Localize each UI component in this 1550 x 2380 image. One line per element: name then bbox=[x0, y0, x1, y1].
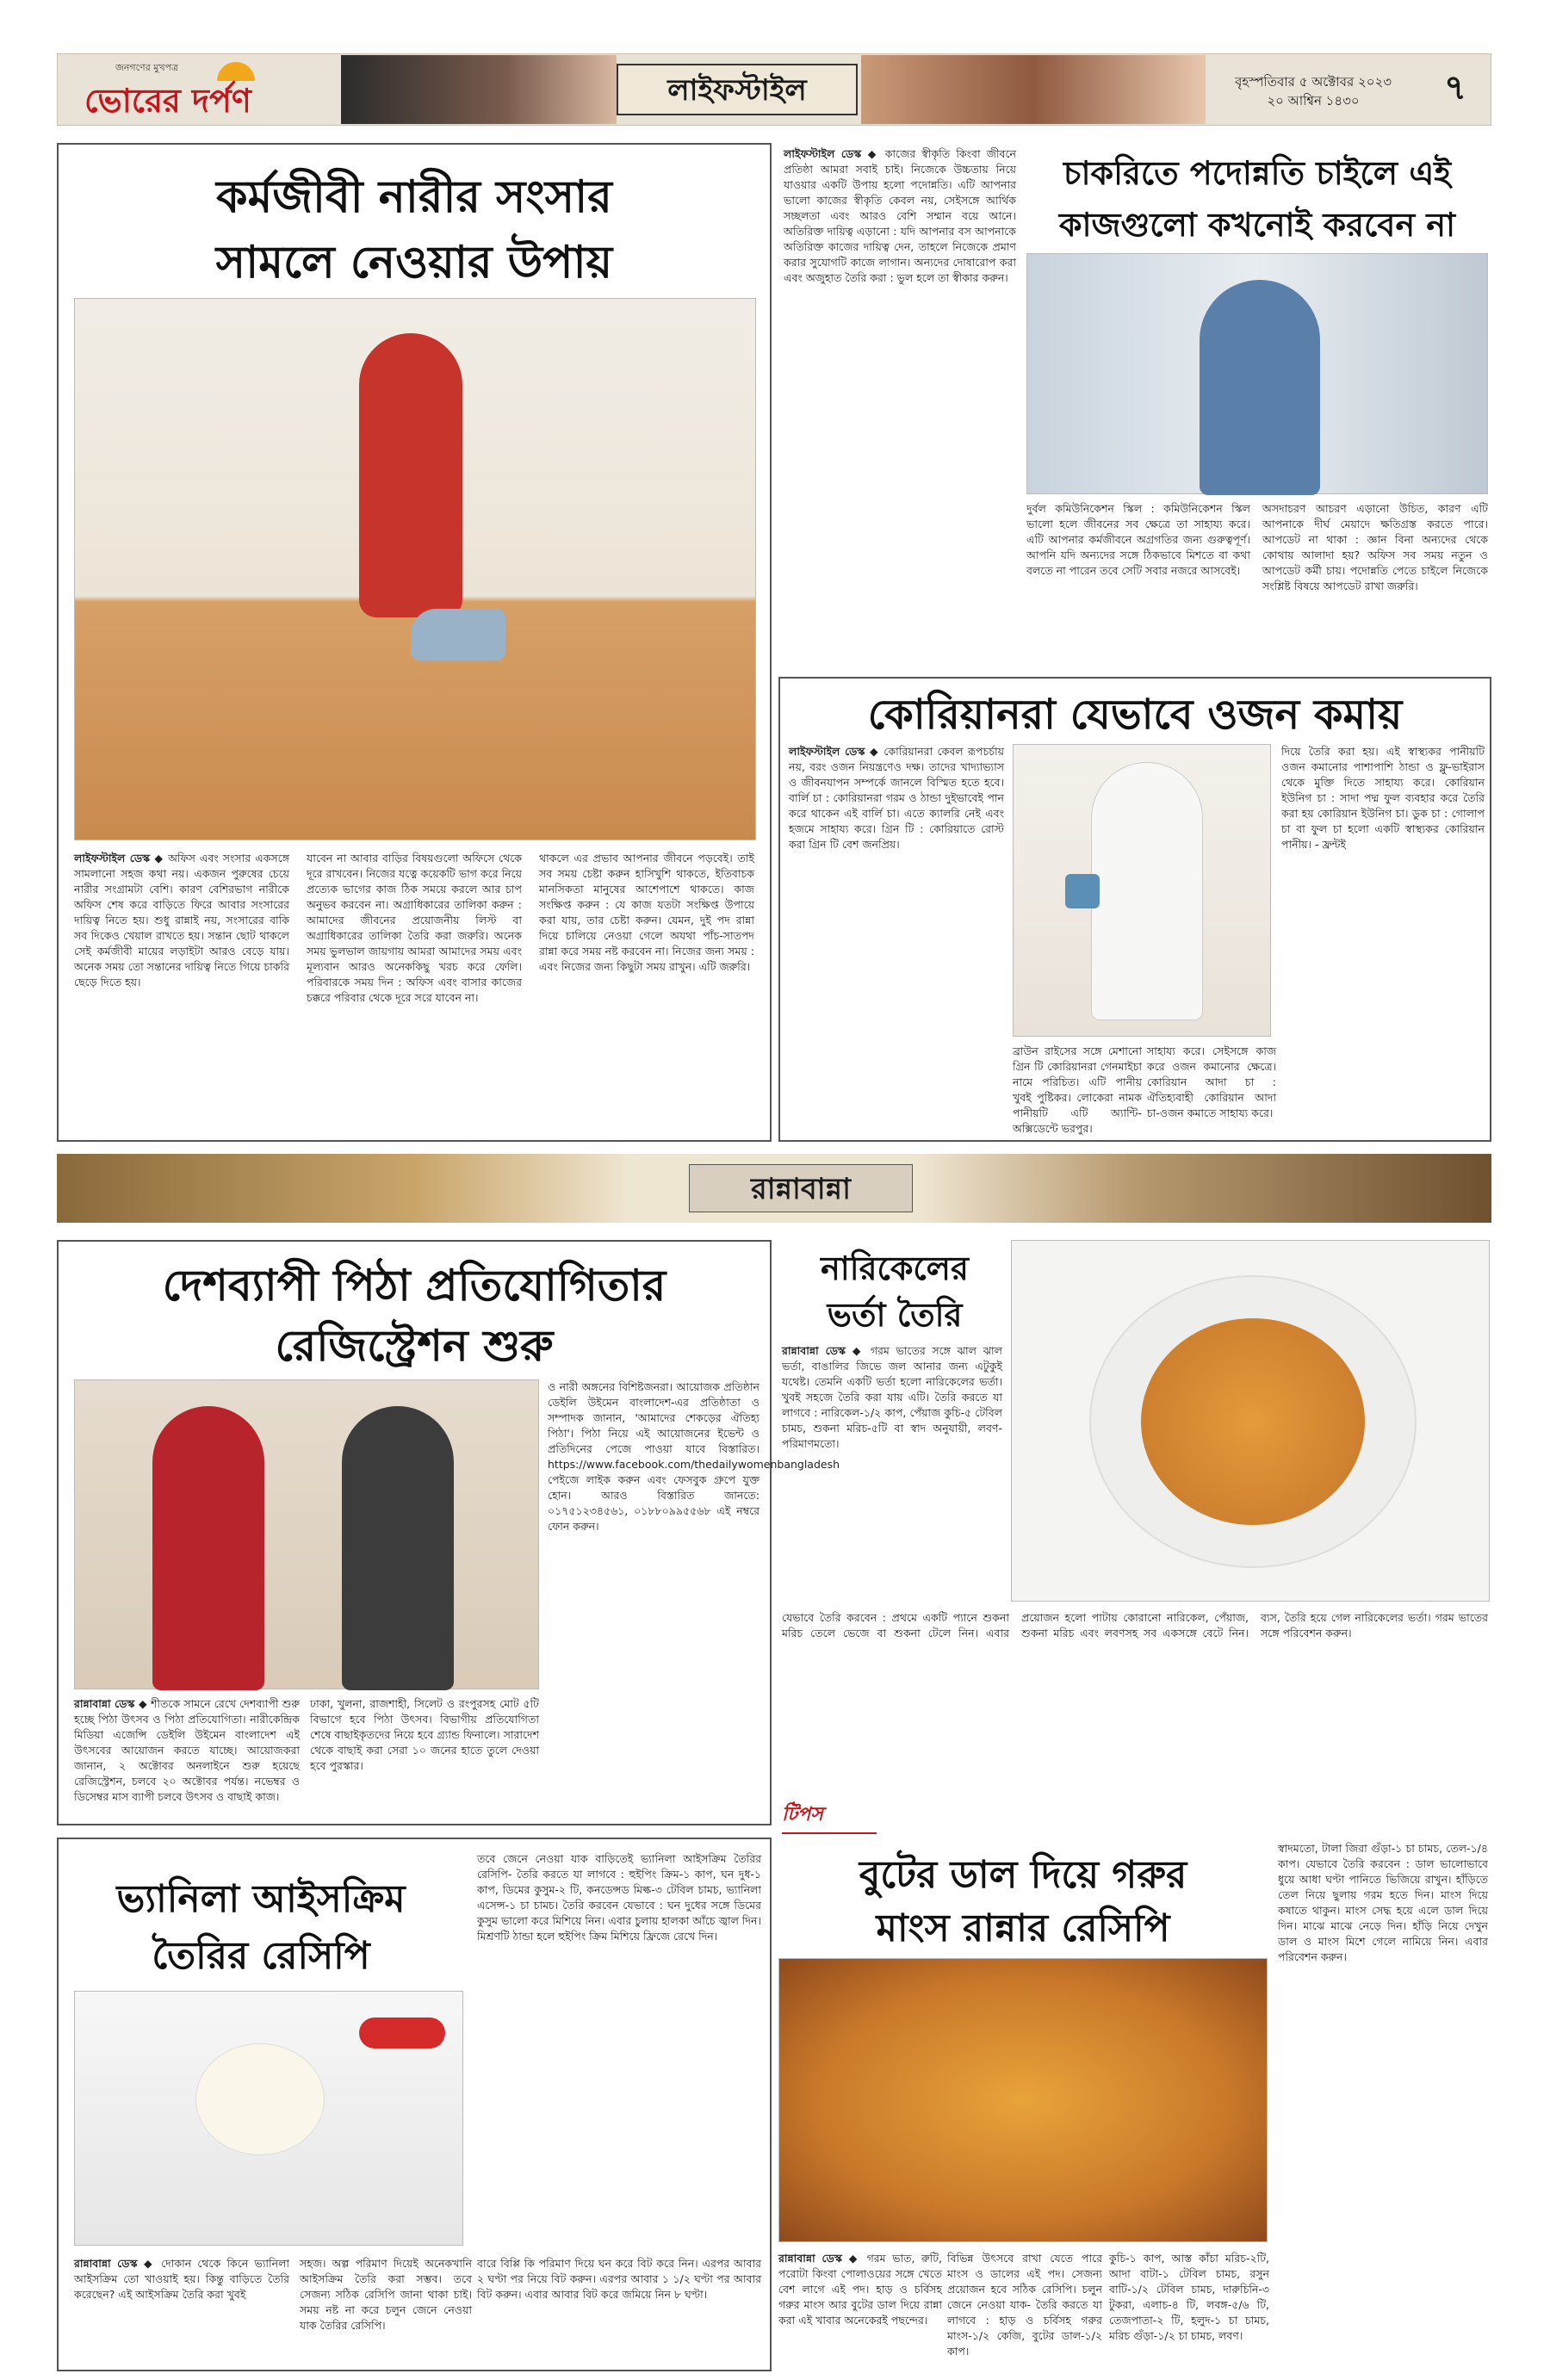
article-text-col-2: সহজ। অল্প পরিমাণ দিয়েই অনেকখানি আইসক্রিম তৈরি করা সম্ভব। তবে সেজন্য সঠিক রেসিপি জানা থাকা চাই। সময় নষ্ট না করে চলুন জেনে নেওয়া যাক তৈরির রেসিপি। bbox=[300, 2257, 472, 2332]
sunglasses-icon bbox=[359, 2017, 445, 2048]
date-line-2: ২০ আশ্বিন ১৪৩০ bbox=[1267, 93, 1360, 108]
dateline bbox=[1206, 72, 1421, 115]
article-headline-line-1: চাকরিতে পদোন্নতি চাইলে এই bbox=[1063, 153, 1452, 192]
article-photo-woman-ironing bbox=[74, 298, 756, 840]
woman-figure-left bbox=[152, 1406, 264, 1690]
article-byline: লাইফস্টাইল ডেস্ক ◆ bbox=[784, 147, 879, 160]
page-number: ৭ bbox=[1443, 68, 1466, 108]
article-headline-line-2: কাজগুলো কখনোই করবেন না bbox=[1058, 205, 1456, 244]
icecream-scoop bbox=[195, 2043, 325, 2155]
woman-figure bbox=[359, 333, 462, 617]
article-vanilla-icecream bbox=[57, 1838, 772, 2371]
masthead-photo-right bbox=[861, 55, 1206, 124]
article-photo-office-worker bbox=[1026, 253, 1488, 494]
article-text-col-2: যেভাবে তৈরি করবেন : প্রথমে একটি প্যানে শুকনা মরিচ তেলে ভেজে বা শুকনা টেলে নিন। এবার প্রয়োজন হলো পাটায় কোরানো নারিকেল, পেঁয়াজ, শুকনা মরিচ এবং লবণসহ সব একসঙ্গে বেটে নিন। ব্যস, তৈরি হয়ে গেল নারিকেলের ভর্তা। গরম ভাতের সঙ্গে পরিবেশন করুন। bbox=[782, 1611, 1488, 1639]
article-headline-line-1: কর্মজীবী নারীর সংসার bbox=[216, 170, 612, 223]
article-photo-two-women-pitha bbox=[74, 1379, 539, 1689]
article-text-col-2: দুর্বল কমিউনিকেশন স্কিল : কমিউনিকেশন স্কিল ভালো হলে জীবনের সব ক্ষেত্রে তা সাহায্য করে। এটি আপনার কর্মজীবনে অগ্রগতির জন্য গুরুত্বপূর্ণ। আপনি যদি অন্যদের সঙ্গে ঠিকভাবে মিশতে বা কথা বলতে না পারেন তবে সেটি সবার নজরে আসবেই। bbox=[1026, 502, 1250, 577]
article-body-1: গরম ভাত, রুটি, পরোটা কিংবা পোলাওয়ের সঙ্গে খেতে বেশ লাগে এই পদ। হাড় ও চর্বিসহ গরুর মাংস আর বুটের ডাল দিয়ে রান্না করা এই খাবার অনেকেরই পছন্দের। bbox=[778, 2252, 942, 2327]
article-headline-line-2: তৈরির রেসিপি bbox=[152, 1934, 370, 1978]
article-byline: রান্নাবান্না ডেস্ক ◆ bbox=[782, 1344, 865, 1357]
article-photo-woman-tea bbox=[1013, 744, 1271, 1037]
article-text-col-1 bbox=[778, 2251, 942, 2365]
article-text-col-3: অসদাচরণ আচরণ এড়ানো উচিত, কারণ এটি আপনাকে দীর্ঘ মেয়াদে ক্ষতিগ্রস্ত করতে পারে। আপডেট না থাকা : জ্ঞান বিনা অন্যদের থেকে কোথায় আলাদা হয়? অফিস সব সময় নতুন ও আপডেট কর্মী চায়। পদোন্নতি পেতে চাইলে নিজেকে সংশ্লিষ্ট বিষয়ে আপডেট রাখা জরুরি। bbox=[1262, 502, 1488, 592]
date-line-1: বৃহস্পতিবার ৫ অক্টোবর ২০২৩ bbox=[1235, 74, 1392, 90]
article-text-col-1 bbox=[789, 744, 1004, 1131]
article-text-col-2: ব্রাউন রাইসের সঙ্গে মেশানো গ্রিন টি কোরিয়ানরা গেনমাইচা নামে পরিচিত। এটি পানীয় খুবই পুষ্টিকর। লোকেরা নামক পানীয়টি এটি অ্যান্টি-অক্সিডেন্টে ভরপুর। bbox=[1013, 1044, 1142, 1135]
article-headline-line-1: নারিকেলের bbox=[821, 1249, 969, 1287]
article-body-1: দোকান থেকে কিনে ভ্যানিলা আইসক্রিম তো খাওয়াই হয়। কিন্তু বাড়িতে তৈরি করেছেন? এই আইসক্রিম তৈরি করা খুবই bbox=[74, 2257, 290, 2301]
logo-name: ভোরের দর্পণ bbox=[84, 81, 251, 120]
article-photo-bharta-plate bbox=[1011, 1240, 1490, 1602]
article-photo-beef-curry bbox=[778, 1958, 1268, 2242]
article-coconut-bharta bbox=[778, 1240, 1491, 1791]
article-photo-icecream bbox=[74, 1991, 463, 2246]
article-body-1: শীতকে সামনে রেখে দেশব্যাপী শুরু হচ্ছে পিঠা উৎসব ও পিঠা প্রতিযোগিতা। নারীকেন্দ্রিক মিডিয়া এজেন্সি ডেইলি উইমেন বাংলাদেশ এই উৎসবের আয়োজন করতে যাচ্ছে। আয়োজকরা জানান, ২ অক্টোবর অনলাইনে শুরু হয়েছে রেজিস্ট্রেশন, চলবে ২০ অক্টোবর পর্যন্ত। নভেম্বর ও ডিসেম্বর মাস ব্যাপী চলবে উৎসব ও বাছাই কাজ। bbox=[74, 1697, 300, 1803]
section-title: লাইফস্টাইল bbox=[617, 64, 858, 115]
woman-figure bbox=[1091, 762, 1203, 1020]
article-byline: লাইফস্টাইল ডেস্ক ◆ bbox=[789, 745, 880, 758]
iron-icon bbox=[411, 609, 505, 660]
article-text-col-1 bbox=[74, 2256, 289, 2365]
article-body-1: কোরিয়ানরা কেবল রূপচর্চায় নয়, বরং ওজন নিয়ন্ত্রণেও দক্ষ। তাদের খাদ্যাভ্যাস ও জীবনযাপন সম্পর্কে জানলে বিস্মিত হতে হবে। বার্লি চা : কোরিয়ানরা গরম ও ঠান্ডা দুইভাবেই পান করে থাকেন এই বার্লি চা। এতে ক্যালরি নেই এবং হজমে সাহায্য করে। গ্রিন টি : কোরিয়াতে রোস্ট করা গ্রিন টি বেশ জনপ্রিয়। bbox=[789, 745, 1004, 851]
article-text-col-1 bbox=[74, 1696, 300, 1820]
article-text-col-3: থাকলে এর প্রভাব আপনার জীবনে পড়বেই। তাই সব সময় চেষ্টা করুন হাসিখুশি থাকতে, ইতিবাচক মানসিকতা মানুষের আশেপাশে থাকতে। কাজ সংক্ষিপ্ত করুন : যে কাজ যতটা সংক্ষিপ্ত উপায়ে করা যায়, তার চেষ্টা করুন। যেমন, দুই পদ রান্না দিয়ে চালিয়ে নেওয়া গেলে অযথা পাঁচ-সাতপদ রান্না করে সময় নষ্ট করবেন না। নিজের জন্য সময় : এবং নিজের জন্য কিছুটা সময় রাখুন। এটি জরুরি। bbox=[539, 852, 754, 973]
article-text-col-3: তবে জেনে নেওয়া যাক বাড়িতেই ভ্যানিলা আইসক্রিম তৈরির রেসিপি- তৈরি করতে যা লাগবে : হুইপিং ক্রিম-১ কাপ, ঘন দুধ-১ কাপ, ডিমের কুসুম-২ টি, কনডেন্সড মিল্ক-৩ টেবিল চামচ, ভ্যানিলা এসেন্স-১ চা চামচ। তৈরি করবেন যেভাবে : ঘন দুধের সঙ্গে ডিমের কুসুম ভালো করে মিশিয়ে নিন। এবার চুলায় হালকা আঁচে জ্বাল দিন। মিশ্রণটি ঠান্ডা হলে হুইপিং ক্রিম মিশিয়ে ফ্রিজে রেখে দিন। bbox=[477, 1852, 761, 1943]
article-text-col-2: ঢাকা, খুলনা, রাজশাহী, সিলেট ও রংপুরসহ মোট ৫টি বিভাগে হবে পিঠা উৎসব। বিভাগীয় প্রতিযোগিতা শেষে বাছাইকৃতদের নিয়ে হবে গ্র্যান্ড ফিনালে। সারাদেশ থেকে বাছাই করা সেরা ১০ জনের হাতে তুলে দেওয়া হবে পুরস্কার। bbox=[310, 1697, 539, 1772]
article-headline-line-1: ভ্যানিলা আইসক্রিম bbox=[116, 1877, 406, 1921]
article-text-col-3: সাহায্য করে। সেইসঙ্গে কাজ করে ওজন কমানোর ক্ষেত্রে। কোরিয়ান আদা চা : ঐতিহ্যবাহী কোরিয়ান আদা চা-ওজন কমাতে সাহায্য করে। bbox=[1147, 1044, 1276, 1119]
article-promotion bbox=[784, 143, 1491, 677]
article-text-col-4: বারে বিপ্পি কি পরিমাণ দিয়ে ঘন করে বিট করে নিন। এরপর আবার ২ ঘণ্টা পর নিয়ে বিট করুন। এরপর আবার ১ ১/২ ঘণ্টা পর আবার বিট করুন। এবার আবার বিট করে জমিয়ে নিন ৮ ঘণ্টা। bbox=[477, 2257, 761, 2301]
article-text-col-3: ও নারী অঙ্গনের বিশিষ্টজনরা। আয়োজক প্রতিষ্ঠান ডেইলি উইমেন বাংলাদেশ-এর প্রতিষ্ঠাতা ও সম্পাদক জানান, 'আমাদের শেকড়ের ঐতিহ্য পিঠা'। পিঠা নিয়ে এই আয়োজনের ইভেন্ট ও প্রতিদিনের পেজে পাওয়া যাবে বিস্তারিত। https://www.facebook.com/thedailywomenbangladesh পেইজে লাইক করুন এবং ফেসবুক গ্রুপে যুক্ত হোন। আরও বিস্তারিত জানতে: ০১৭৫১২৩৪৫৬১, ০১৮৮০৯৯৫৫৬৮ এই নম্বরে ফোন করুন। bbox=[548, 1380, 840, 1533]
article-body-1: গরম ভাতের সঙ্গে ঝাল ঝাল ভর্তা, বাঙালির জিভে জল আনার জন্য এটুকুই যথেষ্ট। তেমনি একটি ভর্তা হলো নারিকেলের ভর্তা। খুবই সহজে তৈরি করা যায় এটি। তৈরি করতে যা লাগবে : নারিকেল-১/২ কাপ, পেঁয়াজ কুচি-৫ টেবিল চামচ, শুকনা মরিচ-৫টি বা স্বাদ অনুযায়ী, লবণ-পরিমাণমতো। bbox=[782, 1344, 1002, 1450]
article-byline: রান্নাবান্না ডেস্ক ◆ bbox=[778, 2252, 861, 2265]
article-headline-line-2: মাংস রান্নার রেসিপি bbox=[876, 1906, 1170, 1950]
article-text-col-4: দিয়ে তৈরি করা হয়। এই স্বাস্থ্যকর পানীয়টি ওজন কমানোর পাশাপাশি ঠান্ডা ও ফ্লু-ভাইরাস থেকে মুক্তি দিতে সাহায্য করে। কোরিয়ান ইউনিগ চা : সাদা পদ্ম ফুল ব্যবহার করে তৈরি করা হয় কোরিয়ান ইউনিগ চা। ডুক চা : গোলাপ চা বা ফুল চা হলো একটি স্বাস্থ্যকর কোরিয়ান পানীয়। - ফ্রন্টই bbox=[1281, 745, 1485, 851]
article-text-col-3: কুচি-১ কাপ, আস্ত কাঁচা মরিচ-২টি, আদা বাটা-১ টেবিল চামচ, রসুন বাটি-১/২ টেবিল চামচ, দারুচিনি-৩ টুকরা, এলাচ-৪ টি, লবঙ্গ-৫/৬ টি, তেজপাতা-২ টি, হলুদ-১ চা চামচ, মরিচ গুঁড়া-১/২ চা চামচ, লবণ। bbox=[1109, 2252, 1269, 2342]
article-byline: লাইফস্টাইল ডেস্ক ◆ bbox=[74, 852, 164, 865]
newspaper-logo bbox=[64, 57, 322, 122]
article-headline-line-1: দেশব্যাপী পিঠা প্রতিযোগিতার bbox=[162, 1260, 666, 1311]
masthead-photo-left bbox=[341, 55, 617, 124]
article-text-col-4: স্বাদমতো, টালা জিরা গুঁড়া-১ চা চামচ, তেল-১/৪ কাপ। যেভাবে তৈরি করবেন : ডাল ভালোভাবে ধুয়ে আধা ঘণ্টা পানিতে ভিজিয়ে রাখুন। হাঁড়িতে তেল নিয়ে ছুলায় গরম হতে দিন। মাংস দিয়ে কষাতে থাকুন। মাংস সেদ্ধ হয়ে এলে ডাল দিয়ে দিন। মাঝে মাঝে নেড়ে দিন। হাঁড়ি নিয়ে দেখুন ডাল ও মাংস মিশে গেলে নামিয়ে নিন। এবার পরিবেশন করুন। bbox=[1278, 1842, 1488, 1963]
article-korean-weight-loss bbox=[778, 677, 1491, 1142]
teacup-icon bbox=[1065, 874, 1100, 908]
man-figure bbox=[1200, 280, 1320, 495]
article-body-1: অফিস এবং সংসার একসঙ্গে সামলানো সহজ কথা নয়। একজন পুরুষের চেয়ে নারীর সংগ্রামটা বেশি। কারণ বেশিরভাগ নারীকে অফিস শেষ করে বাড়িতে ফিরে আবার সংসারের দায়িত্ব নিতে হয়। শুধু রান্নাই নয়, সংসারের বাকি সব দিকেও খেয়াল রাখতে হয়। সন্তান ছোট থাকলে সেই কর্মজীবী মায়ের লড়াইটা আরও বেড়ে যায়। অনেক সময় তো সন্তানের দায়িত্ব নিতে গিয়ে চাকরি ছেড়ে দিতে হয়। bbox=[74, 852, 289, 989]
tips-label: টিপস bbox=[782, 1800, 877, 1834]
article-headline-line-2: সামলে নেওয়ার উপায় bbox=[215, 236, 613, 288]
logo-tagline: জনগণের মুখপত্র bbox=[115, 62, 179, 73]
article-headline-line-1: বুটের ডাল দিয়ে গরুর bbox=[859, 1853, 1187, 1897]
article-working-women bbox=[57, 143, 772, 1142]
woman-figure-right bbox=[342, 1406, 454, 1690]
article-text-col-1 bbox=[74, 851, 289, 1135]
article-text-col-1 bbox=[782, 1343, 1002, 1602]
article-text-col-2: বিভিন্ন উৎসবে রাখা যেতে পারে মাংস ও ডালের এই পদ। সেজন্য প্রয়োজন হবে সঠিক রেসিপি। চলুন জেনে নেওয়া যাক- তৈরি করতে যা লাগবে : হাড় ও চর্বিসহ গরুর মাংস-১/২ কেজি, বুটের ডাল-১/২ কাপ। bbox=[947, 2252, 1102, 2358]
article-byline: রান্নাবান্না ডেস্ক ◆ bbox=[74, 2257, 155, 2270]
article-beef-dal bbox=[778, 1838, 1491, 2371]
article-headline-line-2: ভর্তা তৈরি bbox=[827, 1295, 963, 1334]
article-byline: রান্নাবান্না ডেস্ক ◆ bbox=[74, 1697, 147, 1710]
article-text-col-2: যাবেন না আবার বাড়ির বিষয়গুলো অফিসে থেকে দূরে রাখবেন। নিজের যত্নে কয়েকটি ভাগ করে নিয়ে প্রত্যেক ভাগের কাজ ঠিক সময়ে করলে আর চাপ অনুভব করবেন না। অগ্রাধিকারের তালিকা করুন : আমাদের জীবনের প্রয়োজনীয় লিস্ট বা অগ্রাধিকারের তালিকা তৈরি করা জরুরি। অনেক সময় ভুলভাল জায়গায় আমরা আমাদের সময় এবং মূল্যবান আরও অনেককিছু খরচ করে ফেলি। পরিবারকে সময় দিন : অফিস এবং বাসার কাজের চক্করে পরিবার থেকে দূরে সরে যাবেন না। bbox=[307, 852, 522, 1004]
cooking-section-title: রান্নাবান্না bbox=[689, 1164, 913, 1212]
article-body-1: কাজের স্বীকৃতি কিংবা জীবনে প্রতিষ্ঠা আমরা সবাই চাই। নিজেকে উচ্চতায় নিয়ে যাওয়ার একটি উপায় হলো পদোন্নতি। এটি আপনার ভালো কাজের স্বীকৃতি কেবল নয়, সেইসঙ্গে আর্থিক সচ্ছলতা এবং আরও বেশি সম্মান বয়ে আনে। অতিরিক্ত দায়িত্ব এড়ানো : যদি আপনার বস আপনাকে অতিরিক্ত কাজের দায়িত্ব দেন, তাহলে নিজেকে প্রমাণ করার সুযোগটি কাজে লাগান। অন্যদের দোষারোপ করা এবং অজুহাত তৈরি করা : ভুল হলে তা স্বীকার করুন। bbox=[784, 147, 1016, 284]
article-headline: কোরিয়ানরা যেভাবে ওজন কমায় bbox=[867, 691, 1403, 739]
article-text-col-1 bbox=[784, 146, 1016, 672]
bharta-mound bbox=[1141, 1318, 1365, 1525]
article-headline-line-2: রেজিস্ট্রেশন শুরু bbox=[275, 1320, 554, 1371]
